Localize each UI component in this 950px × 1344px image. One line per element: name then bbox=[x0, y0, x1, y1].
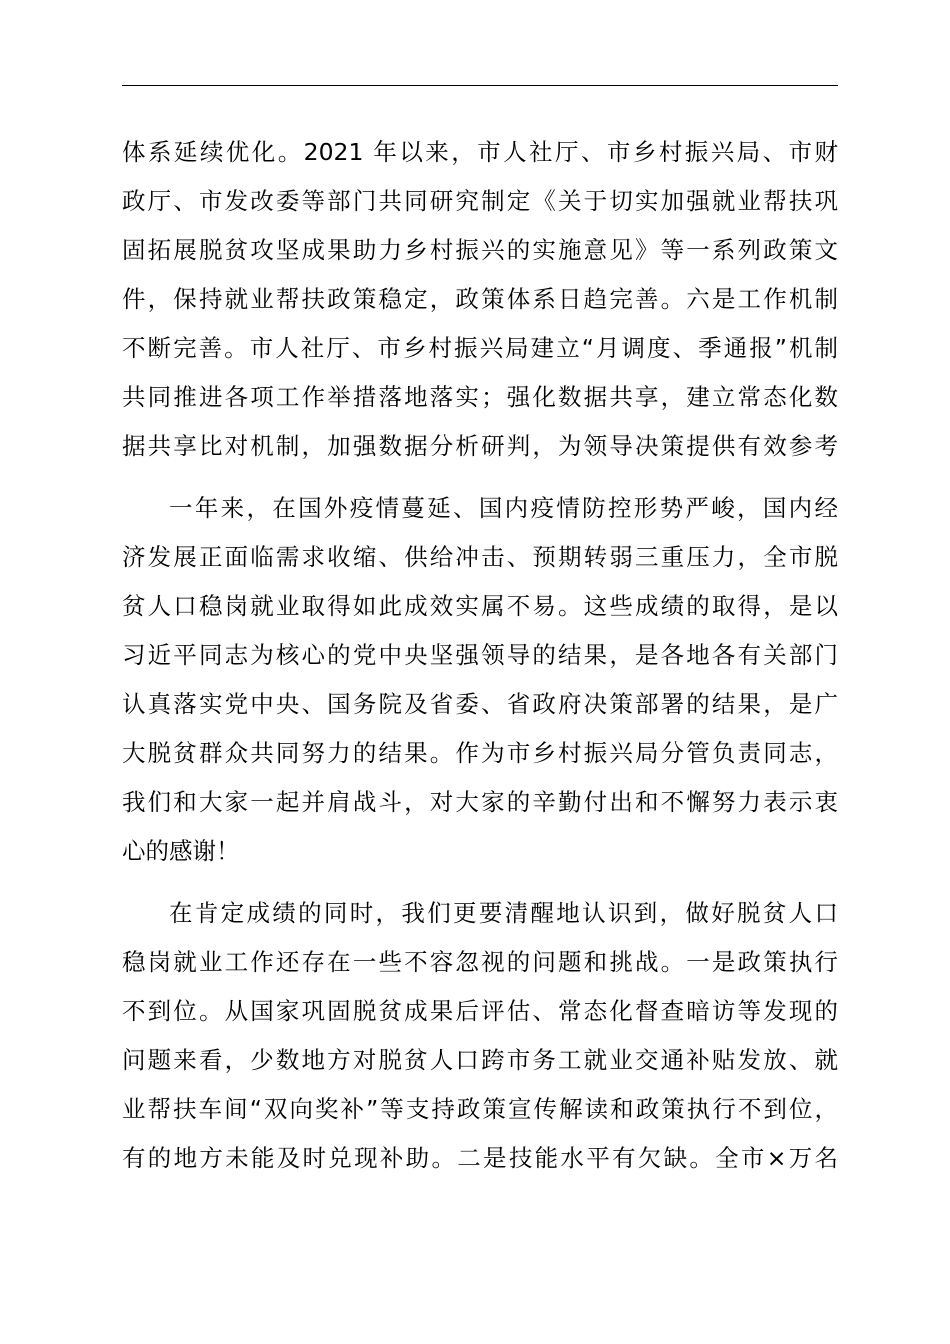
paragraph-1 bbox=[122, 128, 838, 471]
header-rule bbox=[122, 85, 838, 86]
text-line: 心的感谢！ bbox=[122, 837, 240, 865]
text-line: 大脱贫群众共同努力的结果。作为市乡村振兴局分管负责同志， bbox=[122, 739, 838, 767]
text-line: 一年来，在国外疫情蔓延、国内疫情防控形势严峻，国内经 bbox=[169, 494, 838, 522]
text-line: 我们和大家一起并肩战斗，对大家的辛勤付出和不懈努力表示衷 bbox=[122, 788, 838, 816]
text-line: 在肯定成绩的同时，我们更要清醒地认识到，做好脱贫人口 bbox=[169, 899, 838, 927]
text-line: 有的地方未能及时兑现补助。二是技能水平有欠缺。全市×万名 bbox=[122, 1144, 838, 1172]
text-line: 共同推进各项工作举措落地落实；强化数据共享，建立常态化数 bbox=[122, 383, 838, 411]
text-line: 件，保持就业帮扶政策稳定，政策体系日趋完善。六是工作机制 bbox=[122, 285, 838, 313]
text-line: 体系延续优化。2021 年以来，市人社厅、市乡村振兴局、市财 bbox=[122, 138, 838, 166]
text-line: 济发展正面临需求收缩、供给冲击、预期转弱三重压力，全市脱 bbox=[122, 543, 838, 571]
text-line: 习近平同志为核心的党中央坚强领导的结果，是各地各有关部门 bbox=[122, 641, 838, 669]
text-line: 据共享比对机制，加强数据分析研判，为领导决策提供有效参考 bbox=[122, 432, 838, 460]
text-line: 认真落实党中央、国务院及省委、省政府决策部署的结果，是广 bbox=[122, 690, 838, 718]
text-line: 固拓展脱贫攻坚成果助力乡村振兴的实施意见》等一系列政策文 bbox=[122, 236, 838, 264]
document-body bbox=[122, 128, 838, 1196]
text-line: 不断完善。市人社厅、市乡村振兴局建立“月调度、季通报”机制 bbox=[122, 334, 838, 362]
text-line: 政厅、市发改委等部门共同研究制定《关于切实加强就业帮扶巩 bbox=[122, 187, 838, 215]
text-line: 问题来看，少数地方对脱贫人口跨市务工就业交通补贴发放、就 bbox=[122, 1046, 838, 1074]
text-line: 贫人口稳岗就业取得如此成效实属不易。这些成绩的取得，是以 bbox=[122, 592, 838, 620]
text-line: 稳岗就业工作还存在一些不容忽视的问题和挑战。一是政策执行 bbox=[122, 948, 838, 976]
text-line: 业帮扶车间“双向奖补”等支持政策宣传解读和政策执行不到位， bbox=[122, 1095, 838, 1123]
text-line: 不到位。从国家巩固脱贫成果后评估、常态化督查暗访等发现的 bbox=[122, 997, 838, 1025]
paragraph-2 bbox=[122, 484, 838, 876]
paragraph-3 bbox=[122, 889, 838, 1183]
